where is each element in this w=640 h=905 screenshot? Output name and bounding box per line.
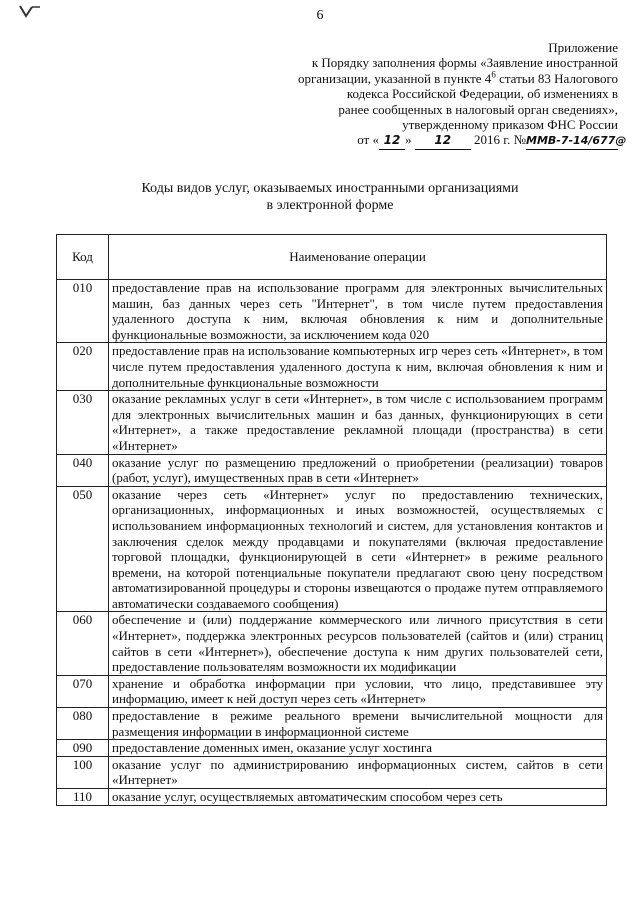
row-code: 010 bbox=[57, 280, 109, 343]
table-row bbox=[57, 756, 607, 788]
page-number: 6 bbox=[316, 8, 324, 23]
table-row bbox=[57, 454, 607, 486]
row-description: оказание рекламных услуг в сети «Интернет», в том числе с использованием программ для электронных вычислительных машин и баз данных, функционирующих в сети «Интернет», а также предоставление рекламной площади (пространства) в сети «Интернет» bbox=[109, 391, 607, 454]
handwritten-day: 12 bbox=[379, 133, 405, 149]
order-year: 2016 г. № bbox=[470, 132, 526, 148]
appendix-line: к Порядку заполнения формы «Заявление иностранной bbox=[311, 55, 618, 71]
row-description: оказание через сеть «Интернет» услуг по предоставлению технических, организационных, информационных и иных возможностей, осуществляемых с использованием информационных технологий и систем, для установления контактов и заключения сделок между продавцами и покупателями (включая предоставление торговой площадки, функционирующей в сети «Интернет» в режиме реального времени, на которой потенциальные покупатели предлагают свою цену посредством автоматизированной процедуры и стороны извещаются о продаже путем отправляемого автоматически создаваемого сообщения) bbox=[109, 486, 607, 612]
table-header-row bbox=[57, 235, 607, 280]
header-name: Наименование операции bbox=[109, 235, 607, 280]
document-title bbox=[40, 180, 620, 214]
row-code: 080 bbox=[57, 708, 109, 740]
appendix-text: статьи 83 Налогового bbox=[495, 70, 618, 86]
table-row bbox=[57, 675, 607, 707]
appendix-line bbox=[198, 71, 618, 86]
table-row bbox=[57, 789, 607, 806]
row-code: 110 bbox=[57, 789, 109, 806]
order-mid: » bbox=[404, 132, 415, 148]
row-code: 070 bbox=[57, 675, 109, 707]
order-date-line bbox=[198, 132, 627, 149]
title-line: в электронной форме bbox=[266, 198, 394, 213]
row-description: предоставление прав на использование программ для электронных вычислительных машин, баз данных через сеть "Интернет", в том числе путем предоставления удаленного доступа к ним, включая обновления к ним и дополнительные функциональные возможности, за исключением кода 020 bbox=[109, 280, 607, 343]
superscript: 6 bbox=[491, 69, 496, 80]
appendix-line: Приложение bbox=[548, 40, 618, 55]
row-code: 100 bbox=[57, 756, 109, 788]
row-code: 020 bbox=[57, 343, 109, 391]
row-code: 090 bbox=[57, 740, 109, 757]
row-code: 050 bbox=[57, 486, 109, 612]
row-description: обеспечение и (или) поддержание коммерческого или личного присутствия в сети «Интернет», поддержка электронных ресурсов пользователей (сайтов и (или) страниц сайтов в сети «Интернет»), обеспечение доступа к ним других пользователей сети, предоставление пользователям возможности их модификации bbox=[109, 612, 607, 675]
header-code: Код bbox=[57, 235, 109, 280]
row-description: предоставление в режиме реального времени вычислительной мощности для размещения информации в информационной системе bbox=[109, 708, 607, 740]
row-description: хранение и обработка информации при условии, что лицо, представившее эту информацию, имеет к ней доступ через сеть «Интернет» bbox=[109, 675, 607, 707]
appendix-line: утвержденному приказом ФНС России bbox=[402, 117, 618, 133]
row-description: оказание услуг по размещению предложений о приобретении (реализации) товаров (работ, услуг), имущественных прав в сети «Интернет» bbox=[109, 454, 607, 486]
table-row bbox=[57, 486, 607, 612]
row-description: предоставление прав на использование компьютерных игр через сеть «Интернет», в том числе путем предоставления удаленного доступа к ним, включая обновления к ним и дополнительные функциональные возможности bbox=[109, 343, 607, 391]
row-code: 030 bbox=[57, 391, 109, 454]
row-code: 040 bbox=[57, 454, 109, 486]
appendix-header bbox=[198, 40, 627, 150]
table-row bbox=[57, 708, 607, 740]
table-row bbox=[57, 612, 607, 675]
title-line: Коды видов услуг, оказываемых иностранными организациями bbox=[141, 181, 519, 196]
handwritten-order-number: ММВ-7-14/677@ bbox=[526, 133, 618, 149]
table-row bbox=[57, 343, 607, 391]
order-prefix: от « bbox=[357, 132, 379, 148]
appendix-line: кодекса Российской Федерации, об изменениях в bbox=[346, 86, 618, 102]
row-description: оказание услуг по администрированию информационных систем, сайтов в сети «Интернет» bbox=[109, 756, 607, 788]
table-row bbox=[57, 740, 607, 757]
handwritten-month: 12 bbox=[415, 133, 471, 149]
service-codes-table bbox=[56, 234, 607, 806]
table-row bbox=[57, 391, 607, 454]
table-row bbox=[57, 280, 607, 343]
row-description: предоставление доменных имен, оказание услуг хостинга bbox=[109, 740, 607, 757]
row-code: 060 bbox=[57, 612, 109, 675]
appendix-text: организации, указанной в пункте 4 bbox=[297, 70, 492, 86]
appendix-line: ранее сообщенных в налоговый орган сведениях», bbox=[338, 101, 618, 117]
row-description: оказание услуг, осуществляемых автоматическим способом через сеть bbox=[109, 789, 607, 806]
